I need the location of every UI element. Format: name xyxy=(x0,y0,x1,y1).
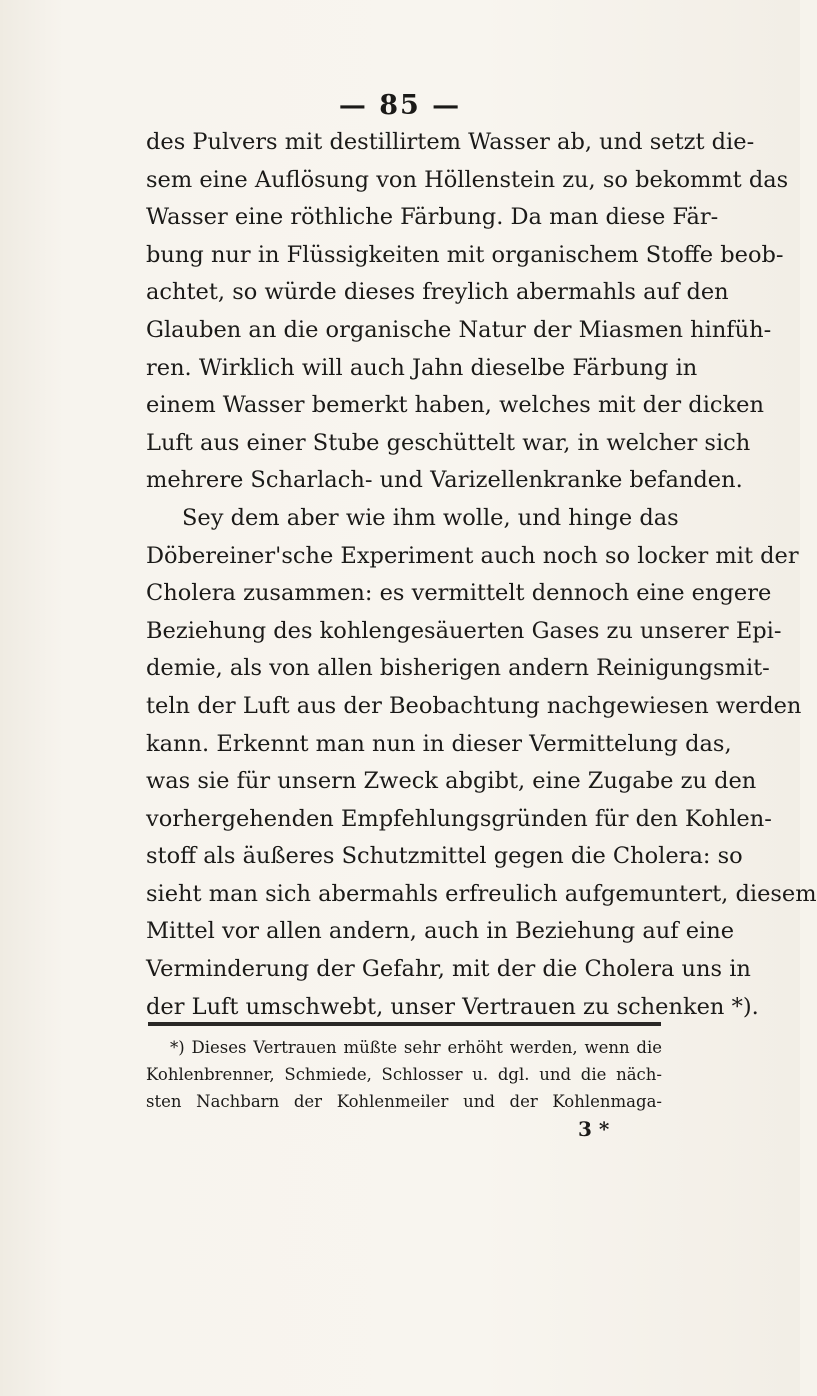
text-line: des Pulvers mit destillirtem Wasser ab, und setzt die- xyxy=(146,129,755,155)
text-line: Cholera zusammen: es vermittelt dennoch eine engere xyxy=(146,580,772,607)
footnote-line: *) Dieses Vertrauen müßte sehr erhöht werden, wenn die xyxy=(170,1038,662,1057)
text-line: Glauben an die organische Natur der Miasmen hinfüh- xyxy=(146,316,772,343)
text-line: stoff als äußeres Schutzmittel gegen die Cholera: so xyxy=(146,843,743,870)
text-line: Döbereiner'sche Experiment auch noch so locker mit der xyxy=(146,542,799,569)
main-text xyxy=(146,124,817,1026)
text-line: was sie für unsern Zweck abgibt, eine Zugabe zu den xyxy=(146,768,757,795)
text-line: sem eine Auflösung von Höllenstein zu, so bekommt das xyxy=(146,166,789,193)
signature-mark: 3 * xyxy=(578,1117,610,1141)
text-line: einem Wasser bemerkt haben, welches mit der dicken xyxy=(146,392,764,419)
text-line: der Luft umschwebt, unser Vertrauen zu schenken *). xyxy=(146,993,759,1020)
text-line: Beziehung des kohlengesäuerten Gases zu unserer Epi- xyxy=(146,617,782,644)
text-line: vorhergehenden Empfehlungsgründen für den Kohlen- xyxy=(146,805,772,832)
text-line: sieht man sich abermahls erfreulich aufgemuntert, diesem xyxy=(146,880,817,907)
footnote-line: sten Nachbarn der Kohlenmeiler und der Kohlenmaga- xyxy=(146,1092,662,1111)
text-line: Sey dem aber wie ihm wolle, und hinge das xyxy=(182,504,679,531)
text-line: kann. Erkennt man nun in dieser Vermittelung das, xyxy=(146,730,732,757)
text-line: Mittel vor allen andern, auch in Beziehung auf eine xyxy=(146,918,735,945)
text-line: Verminderung der Gefahr, mit der die Cholera uns in xyxy=(146,956,751,983)
text-line: achtet, so würde dieses freylich abermahls auf den xyxy=(146,279,729,306)
page-number: — 85 — xyxy=(338,90,462,121)
footnote-line: Kohlenbrenner, Schmiede, Schlosser u. dgl. und die näch- xyxy=(146,1065,662,1084)
text-line: Luft aus einer Stube geschüttelt war, in welcher sich xyxy=(146,429,751,456)
text-line: Wasser eine röthliche Färbung. Da man diese Fär- xyxy=(146,204,719,231)
footnote xyxy=(146,1034,662,1115)
text-line: ren. Wirklich will auch Jahn dieselbe Färbung in xyxy=(146,354,698,381)
text-line: demie, als von allen bisherigen andern Reinigungsmit- xyxy=(146,655,770,682)
text-line: mehrere Scharlach- und Varizellenkranke befanden. xyxy=(146,467,743,494)
footnote-divider xyxy=(148,1022,661,1026)
text-line: bung nur in Flüssigkeiten mit organischem Stoffe beob- xyxy=(146,241,784,268)
text-line: teln der Luft aus der Beobachtung nachgewiesen werden xyxy=(146,692,802,719)
